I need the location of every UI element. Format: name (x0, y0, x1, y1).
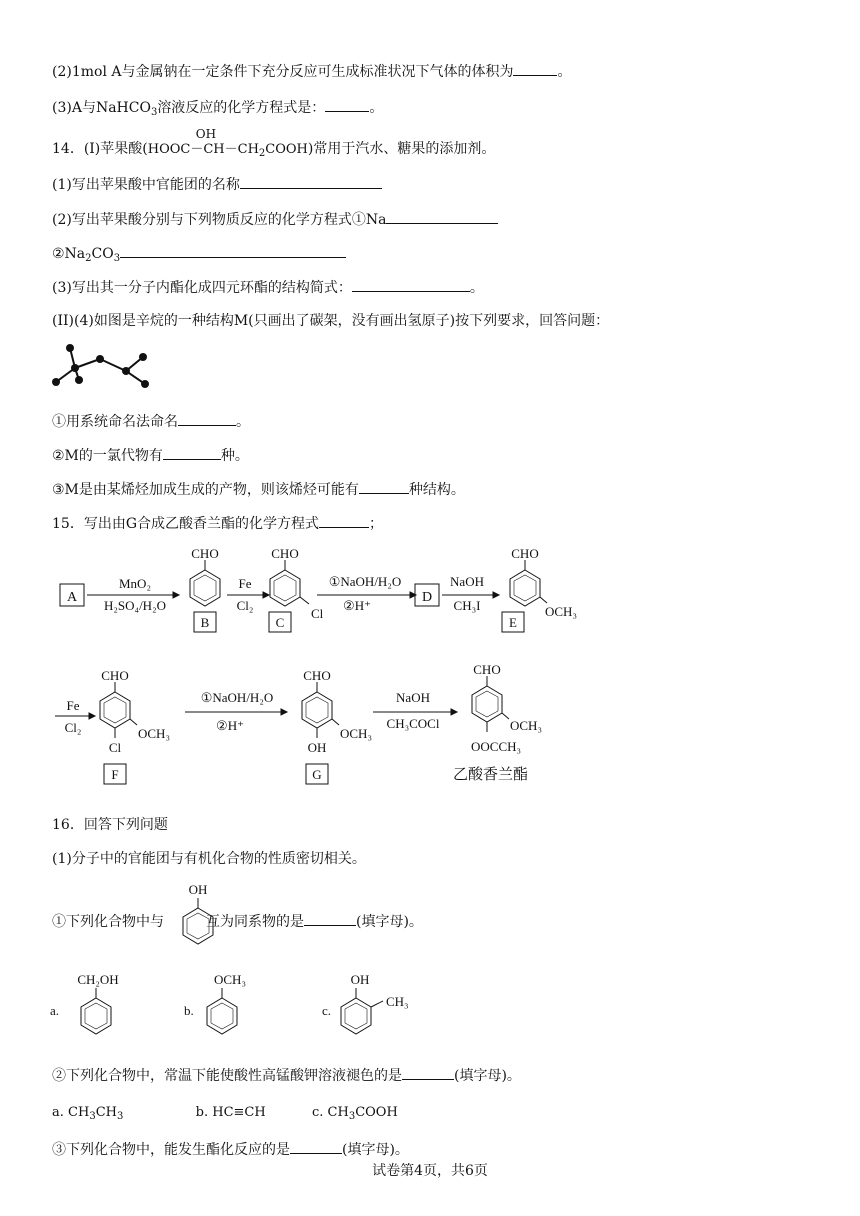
svg-text:NaOH: NaOH (396, 690, 430, 705)
svg-text:OH: OH (350, 972, 370, 987)
answer-blank[interactable] (513, 62, 557, 76)
svg-text:B: B (200, 615, 210, 630)
svg-text:OH: OH (188, 882, 208, 897)
svg-text:CH₃COCl: CH₃COCl (386, 716, 440, 731)
option-c: c. $CH_3COOH$ (311, 1105, 398, 1122)
q16-sub2: ②下列化合物中，常温下能使酸性高锰酸钾溶液褪色的是 (填字母)。 (52, 1068, 521, 1084)
q14-part4: (II)(4)如图是辛烷的一种结构M(只画出了碳架，没有画出氢原子)按下列要求，回答问题： (52, 313, 610, 329)
svg-text:OCH₃: OCH₃ (214, 972, 246, 987)
answer-blank[interactable] (319, 514, 369, 528)
q14-sub3: ③M是由某烯烃加成生成的产物，则该烯烃可能有 种结构。 (52, 482, 465, 498)
svg-text:①NaOH/H₂O: ①NaOH/H₂O (328, 574, 402, 589)
q16-sub1: ①下列化合物中与 互为同系物的是 (填字母)。 (52, 914, 423, 930)
q14-sub2: ②M的一氯代物有 种。 (52, 448, 249, 464)
q16-part1: (1)分子中的官能团与有机化合物的性质密切相关。 (52, 851, 366, 867)
svg-text:CH₃I: CH₃I (453, 598, 481, 613)
svg-text:OCH₃: OCH₃ (545, 604, 577, 619)
q14-sub1: ①用系统命名法命名 。 (52, 414, 250, 430)
answer-blank[interactable] (290, 1140, 342, 1154)
svg-text:CHO: CHO (101, 668, 129, 683)
svg-text:G: G (312, 767, 322, 782)
svg-text:Cl: Cl (108, 740, 122, 755)
answer-blank[interactable] (386, 210, 498, 224)
q14-part3: (3)写出其一分子内酯化成四元环酯的结构简式： 。 (52, 280, 484, 296)
q16-title: 16．回答下列问题 (52, 817, 168, 833)
synthesis-route-row1 (55, 548, 615, 648)
q16-sub2-options (52, 1104, 398, 1126)
svg-text:b.: b. (184, 1003, 194, 1018)
svg-text:CHO: CHO (473, 662, 501, 677)
q14-part1: (1)写出苹果酸中官能团的名称 (52, 175, 382, 194)
svg-text:CHO: CHO (511, 546, 539, 561)
svg-text:D: D (421, 590, 433, 605)
svg-text:CHO: CHO (191, 546, 219, 561)
svg-text:c.: c. (322, 1003, 332, 1018)
answer-blank[interactable] (359, 480, 409, 494)
answer-blank[interactable] (352, 278, 470, 292)
svg-text:CH₃: CH₃ (386, 994, 409, 1009)
svg-text:NaOH: NaOH (450, 574, 484, 589)
svg-text:OCH₃: OCH₃ (510, 718, 542, 733)
synthesis-route-row2 (55, 660, 615, 790)
answer-blank[interactable] (402, 1066, 454, 1080)
svg-text:OCH₃: OCH₃ (340, 726, 372, 741)
svg-text:CHO: CHO (303, 668, 331, 683)
q15-text: 15．写出由G合成乙酸香兰酯的化学方程式 ； (52, 516, 383, 532)
phenol-structure (173, 880, 223, 950)
answer-blank[interactable] (240, 175, 382, 189)
q16-sub3: ③下列化合物中，能发生酯化反应的是 (填字母)。 (52, 1142, 409, 1158)
svg-text:A: A (66, 590, 78, 605)
octane-skeleton-diagram (50, 342, 170, 392)
answer-blank[interactable] (178, 412, 236, 426)
svg-text:OH: OH (307, 740, 327, 755)
page-footer: 试卷第4页，共6页 (372, 1163, 488, 1179)
svg-text:②H⁺: ②H⁺ (343, 598, 371, 613)
svg-text:F: F (111, 767, 119, 782)
answer-blank[interactable] (325, 98, 369, 112)
svg-text:CH₂OH: CH₂OH (77, 972, 119, 987)
q14-part2b: $②Na_2CO_3$ (52, 244, 346, 268)
svg-text:Cl₂: Cl₂ (64, 720, 82, 735)
svg-text:Fe: Fe (238, 576, 252, 591)
option-a: a. $CH_3CH_3$ (52, 1105, 124, 1122)
svg-text:②H⁺: ②H⁺ (216, 718, 244, 733)
svg-text:Fe: Fe (66, 698, 80, 713)
answer-blank[interactable] (304, 912, 356, 926)
svg-text:a.: a. (50, 1003, 60, 1018)
svg-text:H₂SO₄/H₂O: H₂SO₄/H₂O (104, 598, 166, 613)
svg-text:CHO: CHO (271, 546, 299, 561)
svg-text:①NaOH/H₂O: ①NaOH/H₂O (200, 690, 274, 705)
q13-part2: (2)1mol A与金属钠在一定条件下充分反应可生成标准状况下气体的体积为 。 (52, 64, 572, 80)
svg-text:C: C (275, 615, 285, 630)
svg-text:Cl: Cl (311, 606, 324, 621)
q14-intro: 14．(I)苹果酸( OH $HOOC-CH-CH_2COOH$)常用于汽水、糖果的添加剂。 (52, 140, 495, 163)
svg-text:Cl₂: Cl₂ (236, 598, 254, 613)
svg-text:乙酸香兰酯: 乙酸香兰酯 (453, 767, 529, 783)
option-b: b. HC≡CH (195, 1105, 266, 1120)
svg-text:E: E (509, 615, 517, 630)
q13-part3: (3)A与NaHCO$_3$溶液反应的化学方程式是： 。 (52, 100, 384, 118)
svg-text:OOCCH₃: OOCCH₃ (471, 739, 522, 754)
answer-blank[interactable] (163, 446, 221, 460)
answer-blank[interactable] (120, 244, 346, 258)
q14-part2: (2)写出苹果酸分别与下列物质反应的化学方程式①Na (52, 210, 498, 229)
malic-acid-formula: OH $HOOC-CH-CH_2COOH$ (147, 127, 308, 159)
svg-text:OCH₃: OCH₃ (138, 726, 170, 741)
homolog-options (50, 968, 470, 1048)
svg-text:MnO₂: MnO₂ (119, 576, 151, 591)
